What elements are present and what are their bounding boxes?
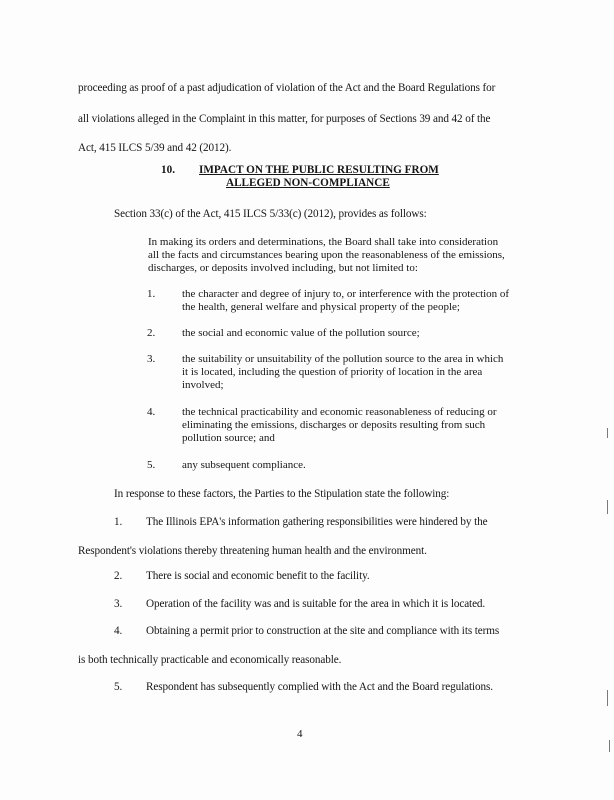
scan-edge-mark [609,740,610,752]
factor-3-line-2: it is located, including the question of priority of location in the area [182,366,483,378]
continuation-line-1: proceeding as proof of a past adjudication of violation of the Act and the Board Regulations for [78,82,496,94]
factor-number-1: 1. [147,288,156,300]
scan-edge-mark [607,428,608,438]
factor-3-line-3: involved; [182,379,224,391]
response-2-line-1: There is social and economic benefit to the facility. [146,570,370,582]
continuation-line-2: all violations alleged in the Complaint in this matter, for purposes of Sections 39 and 42 of the [78,113,491,125]
factor-4-line-1: the technical practicability and economic reasonableness of reducing or [182,406,497,418]
response-number-2: 2. [114,570,123,582]
factor-5-line-1: any subsequent compliance. [182,459,306,471]
page-number: 4 [297,728,303,740]
quote-intro-line-1: In making its orders and determinations, the Board shall take into consideration [148,236,499,248]
factor-number-3: 3. [147,353,156,365]
statute-intro: Section 33(c) of the Act, 415 ILCS 5/33(c) (2012), provides as follows: [114,208,427,220]
quote-intro-line-2: all the facts and circumstances bearing upon the reasonableness of the emissions, [148,249,505,261]
response-4-line-1: Obtaining a permit prior to construction at the site and compliance with its terms [146,625,500,637]
factor-2-line-1: the social and economic value of the pollution source; [182,327,420,339]
response-number-1: 1. [114,516,123,528]
response-4-line-2: is both technically practicable and economically reasonable. [78,654,342,666]
scan-edge-mark [607,690,608,706]
response-3-line-1: Operation of the facility was and is suitable for the area in which it is located. [146,598,486,610]
factor-4-line-3: pollution source; and [182,432,275,444]
scan-edge-mark [607,500,608,514]
factor-1-line-1: the character and degree of injury to, or interference with the protection of [182,288,510,300]
response-number-3: 3. [114,598,123,610]
factor-3-line-1: the suitability or unsuitability of the pollution source to the area in which [182,353,504,365]
response-number-5: 5. [114,681,123,693]
response-intro: In response to these factors, the Parties to the Stipulation state the following: [114,488,450,500]
response-1-line-2: Respondent's violations thereby threatening human health and the environment. [78,545,427,557]
section-title-line-1: IMPACT ON THE PUBLIC RESULTING FROM [199,164,439,176]
factor-1-line-2: the health, general welfare and physical property of the people; [182,301,460,313]
section-number: 10. [161,164,175,176]
factor-4-line-2: eliminating the emissions, discharges or deposits resulting from such [182,419,486,431]
factor-number-4: 4. [147,406,156,418]
quote-intro-line-3: discharges, or deposits involved including, but not limited to: [148,262,418,274]
factor-number-2: 2. [147,327,156,339]
factor-number-5: 5. [147,459,156,471]
response-1-line-1: The Illinois EPA's information gathering responsibilities were hindered by the [146,516,488,528]
response-number-4: 4. [114,625,123,637]
section-title-line-2: ALLEGED NON-COMPLIANCE [226,177,390,189]
response-5-line-1: Respondent has subsequently complied with the Act and the Board regulations. [146,681,493,693]
continuation-line-3: Act, 415 ILCS 5/39 and 42 (2012). [78,142,232,154]
